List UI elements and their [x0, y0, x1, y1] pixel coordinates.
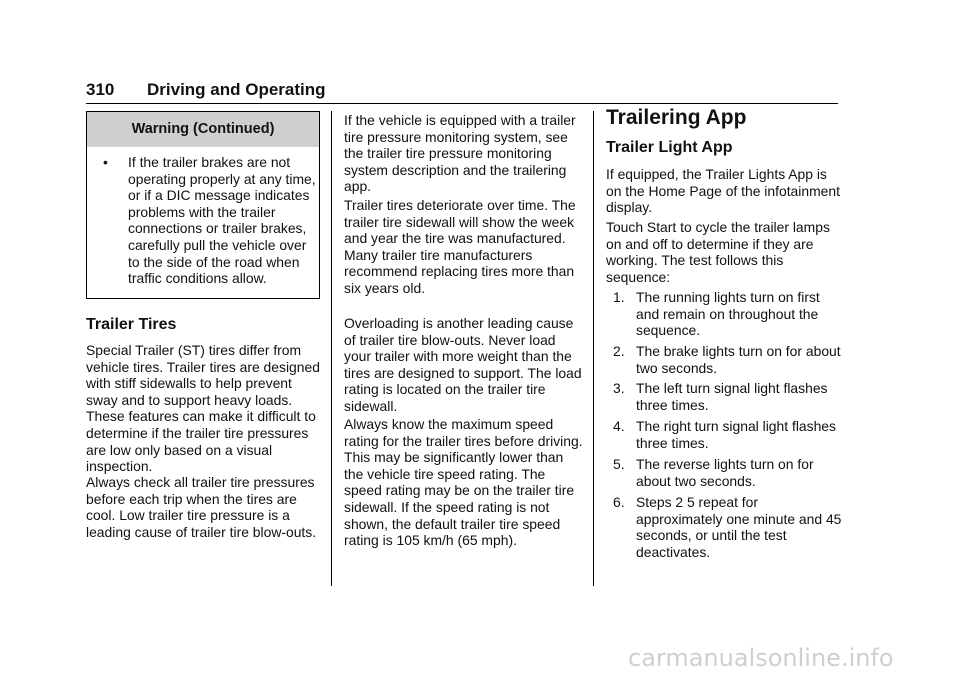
step-text: The right turn signal light flashes three times. — [636, 418, 836, 451]
warning-box — [86, 111, 320, 299]
deterioration-paragraph: Trailer tires deteriorate over time. The trailer tire sidewall will show the week and year the tire was manufactured. Many trailer tire manufacturers recommend replacing tires more than six years old. — [344, 197, 576, 296]
section-title: Driving and Operating — [147, 80, 326, 99]
step-number: 5. — [613, 456, 625, 472]
trailer-tires-paragraph-1: Special Trailer (ST) tires differ from vehicle tires. Trailer tires are designed with stiff sidewalls to help prevent sway and to support heavy loads. These features can make it difficult to determine if the trailer tire pressures are low only based on a visual inspection. — [86, 342, 320, 475]
tpms-paragraph: If the vehicle is equipped with a trailer tire pressure monitoring system, see the trailer tire pressure monitoring system description and the trailering app. — [344, 112, 576, 195]
trailering-app-heading: Trailering App — [606, 106, 747, 129]
column-divider-1 — [331, 111, 332, 586]
trailer-tires-paragraph-2: Always check all trailer tire pressures before each trip when the tires are cool. Low trailer tire pressure is a leading cause of trailer tire blow-outs. — [86, 474, 317, 540]
trailer-light-app-paragraph-2: Touch Start to cycle the trailer lamps on and off to determine if they are working. The test follows this sequence: — [606, 219, 830, 285]
step-number: 6. — [613, 494, 625, 510]
step-text: The left turn signal light flashes three times. — [636, 380, 828, 413]
step-text: The running lights turn on first and remain on throughout the sequence. — [636, 289, 820, 339]
speed-rating-paragraph: Always know the maximum speed rating for the trailer tires before driving. This may be significantly lower than the vehicle tire speed rating. The speed rating may be on the trailer tire sidewall. If the speed rating is not shown, the default trailer tire speed rating is 105 km/h (65 mph). — [344, 416, 583, 549]
step-text: The brake lights turn on for about two seconds. — [636, 343, 841, 376]
step-number: 2. — [613, 343, 625, 359]
step-text: The reverse lights turn on for about two seconds. — [636, 456, 814, 489]
step-number: 3. — [613, 380, 625, 396]
trailer-light-app-heading: Trailer Light App — [606, 139, 733, 156]
header-divider — [86, 103, 838, 104]
warning-heading: Warning (Continued) — [87, 112, 319, 147]
overloading-paragraph: Overloading is another leading cause of trailer tire blow-outs. Never load your trailer with more weight than the tires are designed to support. The load rating is located on the trailer tire sidewall. — [344, 315, 582, 414]
watermark: carmanualsonline.info — [628, 644, 894, 672]
step-text: Steps 2 5 repeat for approximately one minute and 45 seconds, or until the test deactivates. — [636, 494, 842, 560]
warning-text: If the trailer brakes are not operating properly at any time, or if a DIC message indicates problems with the trailer connections or trailer brakes, carefully pull the vehicle over to the side of the road when traffic conditions allow. — [128, 154, 316, 287]
step-number: 4. — [613, 418, 625, 434]
trailer-light-app-paragraph-1: If equipped, the Trailer Lights App is on the Home Page of the infotainment display. — [606, 166, 840, 216]
bullet-icon: • — [103, 154, 108, 170]
trailer-tires-heading: Trailer Tires — [86, 316, 177, 333]
column-divider-2 — [593, 111, 594, 586]
page-number: 310 — [86, 80, 115, 99]
step-number: 1. — [613, 289, 625, 305]
